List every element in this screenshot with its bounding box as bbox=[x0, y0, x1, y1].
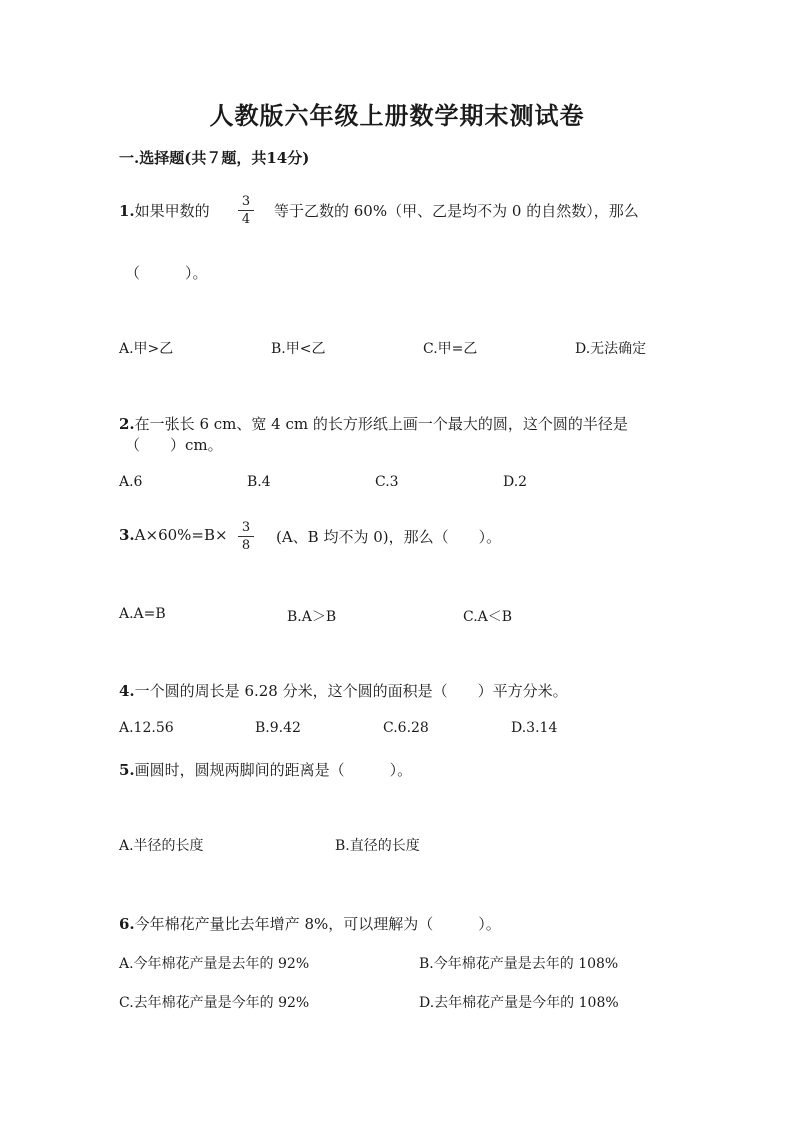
question-text: 画圆时，圆规两脚间的距离是（ ）。 bbox=[134, 761, 413, 779]
question-text-continued: 等于乙数的 60%（甲、乙是均不为 0 的自然数），那么 bbox=[274, 202, 639, 220]
question-number: 1. bbox=[119, 202, 135, 220]
question-number: 4. bbox=[119, 682, 135, 700]
option-c[interactable]: C.去年棉花产量是今年的 92% bbox=[119, 995, 310, 1011]
fraction bbox=[236, 520, 256, 553]
question-number: 3. bbox=[119, 526, 135, 544]
question-text: A×60%=B× bbox=[134, 526, 228, 544]
option-a[interactable]: A.半径的长度 bbox=[119, 838, 204, 854]
question-text: 一个圆的周长是 6.28 分米，这个圆的面积是（ ）平方分米。 bbox=[134, 682, 568, 700]
fraction-bar bbox=[238, 210, 254, 211]
option-a[interactable]: A.12.56 bbox=[119, 720, 174, 736]
option-c[interactable]: C.甲=乙 bbox=[423, 341, 478, 357]
page-title: 人教版六年级上册数学期末测试卷 bbox=[209, 101, 585, 130]
question-text: 在一张长 6 cm、宽 4 cm 的长方形纸上画一个最大的圆，这个圆的半径是 bbox=[134, 415, 628, 433]
fraction-numerator: 3 bbox=[241, 194, 251, 209]
question-text: 如果甲数的 bbox=[134, 202, 210, 220]
question-text: 今年棉花产量比去年增产 8%，可以理解为（ ）。 bbox=[134, 915, 501, 933]
option-b[interactable]: B.今年棉花产量是去年的 108% bbox=[419, 956, 619, 972]
fraction-denominator: 4 bbox=[241, 212, 251, 227]
answer-blank: （ ）。 bbox=[125, 264, 208, 282]
option-c[interactable]: C.6.28 bbox=[383, 720, 429, 736]
option-b[interactable]: B.甲<乙 bbox=[271, 341, 326, 357]
option-a[interactable]: A.6 bbox=[119, 474, 143, 490]
option-b[interactable]: B.9.42 bbox=[255, 720, 301, 736]
question-number: 5. bbox=[119, 761, 135, 779]
question-number: 6. bbox=[119, 915, 135, 933]
option-a[interactable]: A.A=B bbox=[119, 606, 166, 622]
section-heading: 一.选择题(共７题，共14分) bbox=[119, 149, 310, 167]
option-d[interactable]: D.3.14 bbox=[511, 720, 558, 736]
question-number: 2. bbox=[119, 415, 135, 433]
option-d[interactable]: D.无法确定 bbox=[575, 341, 647, 357]
fraction-numerator: 3 bbox=[241, 520, 251, 535]
answer-blank: （ ）cm。 bbox=[125, 436, 223, 454]
option-b[interactable]: B.4 bbox=[247, 474, 271, 490]
option-d[interactable]: D.去年棉花产量是今年的 108% bbox=[419, 995, 619, 1011]
option-c[interactable]: C.3 bbox=[375, 474, 399, 490]
fraction bbox=[236, 194, 256, 227]
option-a[interactable]: A.甲>乙 bbox=[119, 341, 174, 357]
option-b[interactable]: B.A＞B bbox=[287, 609, 337, 625]
option-b[interactable]: B.直径的长度 bbox=[335, 838, 420, 854]
question-text-continued: (A、B 均不为 0)，那么（ ）。 bbox=[276, 528, 502, 546]
option-c[interactable]: C.A＜B bbox=[463, 609, 513, 625]
option-d[interactable]: D.2 bbox=[503, 474, 528, 490]
fraction-bar bbox=[238, 536, 254, 537]
option-a[interactable]: A.今年棉花产量是去年的 92% bbox=[119, 956, 310, 972]
fraction-denominator: 8 bbox=[241, 538, 251, 553]
